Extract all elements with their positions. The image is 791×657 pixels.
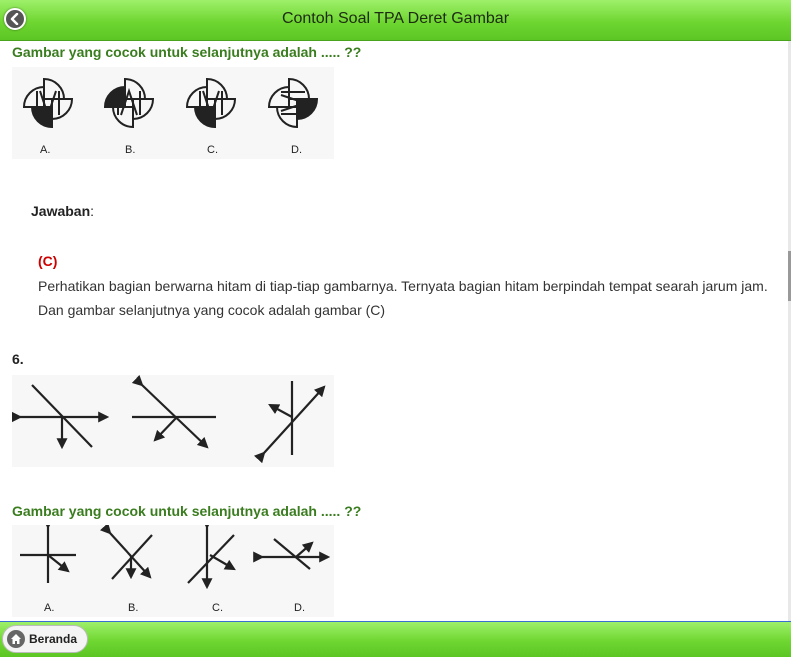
sequence-figure-1	[20, 385, 107, 447]
answer-colon: :	[90, 203, 95, 219]
q6-option-c-figure	[188, 527, 234, 587]
content-area[interactable]	[0, 41, 789, 621]
question-5-options-figure	[12, 67, 334, 159]
answer-explanation: Perhatikan bagian berwarna hitam di tiap-tiap gambarnya. Ternyata bagian hitam berpindah tempat searah jarum jam. Dan gambar selanjutnya yang cocok adalah gambar (C)	[38, 278, 768, 318]
question-6-prompt: Gambar yang cocok untuk selanjutnya adalah ..... ??	[12, 503, 362, 519]
option-label-c: C.	[207, 144, 218, 156]
option-a-figure	[24, 79, 72, 127]
q6-option-label-b: B.	[128, 602, 139, 614]
home-icon	[7, 630, 25, 648]
question-6-number: 6.	[12, 351, 24, 367]
q6-option-label-a: A.	[44, 602, 55, 614]
question-6-sequence-figure	[12, 375, 334, 467]
option-d-figure	[269, 79, 317, 127]
question-5-prompt: Gambar yang cocok untuk selanjutnya adalah ..... ??	[12, 44, 362, 60]
option-label-b: B.	[125, 144, 136, 156]
sequence-figure-2	[132, 385, 216, 447]
answer-label: Jawaban	[31, 203, 91, 219]
q6-option-d-figure	[262, 539, 328, 569]
page-title: Contoh Soal TPA Deret Gambar	[281, 10, 510, 27]
option-c-figure	[187, 79, 235, 127]
option-b-figure	[105, 79, 153, 127]
option-label-d: D.	[291, 144, 302, 156]
sequence-figure-3	[264, 381, 324, 455]
home-button[interactable]	[2, 625, 88, 653]
answer-key: (C)	[38, 253, 58, 269]
footer-bar	[0, 621, 791, 657]
home-button-label: Beranda	[29, 632, 78, 646]
answer-heading	[31, 203, 94, 219]
header-bar	[0, 0, 791, 41]
q6-option-a-figure	[20, 527, 76, 583]
q6-option-label-c: C.	[212, 602, 223, 614]
q6-option-label-d: D.	[294, 602, 305, 614]
option-label-a: A.	[40, 144, 51, 156]
question-6-options-figure	[12, 525, 334, 617]
q6-option-b-figure	[110, 533, 152, 579]
